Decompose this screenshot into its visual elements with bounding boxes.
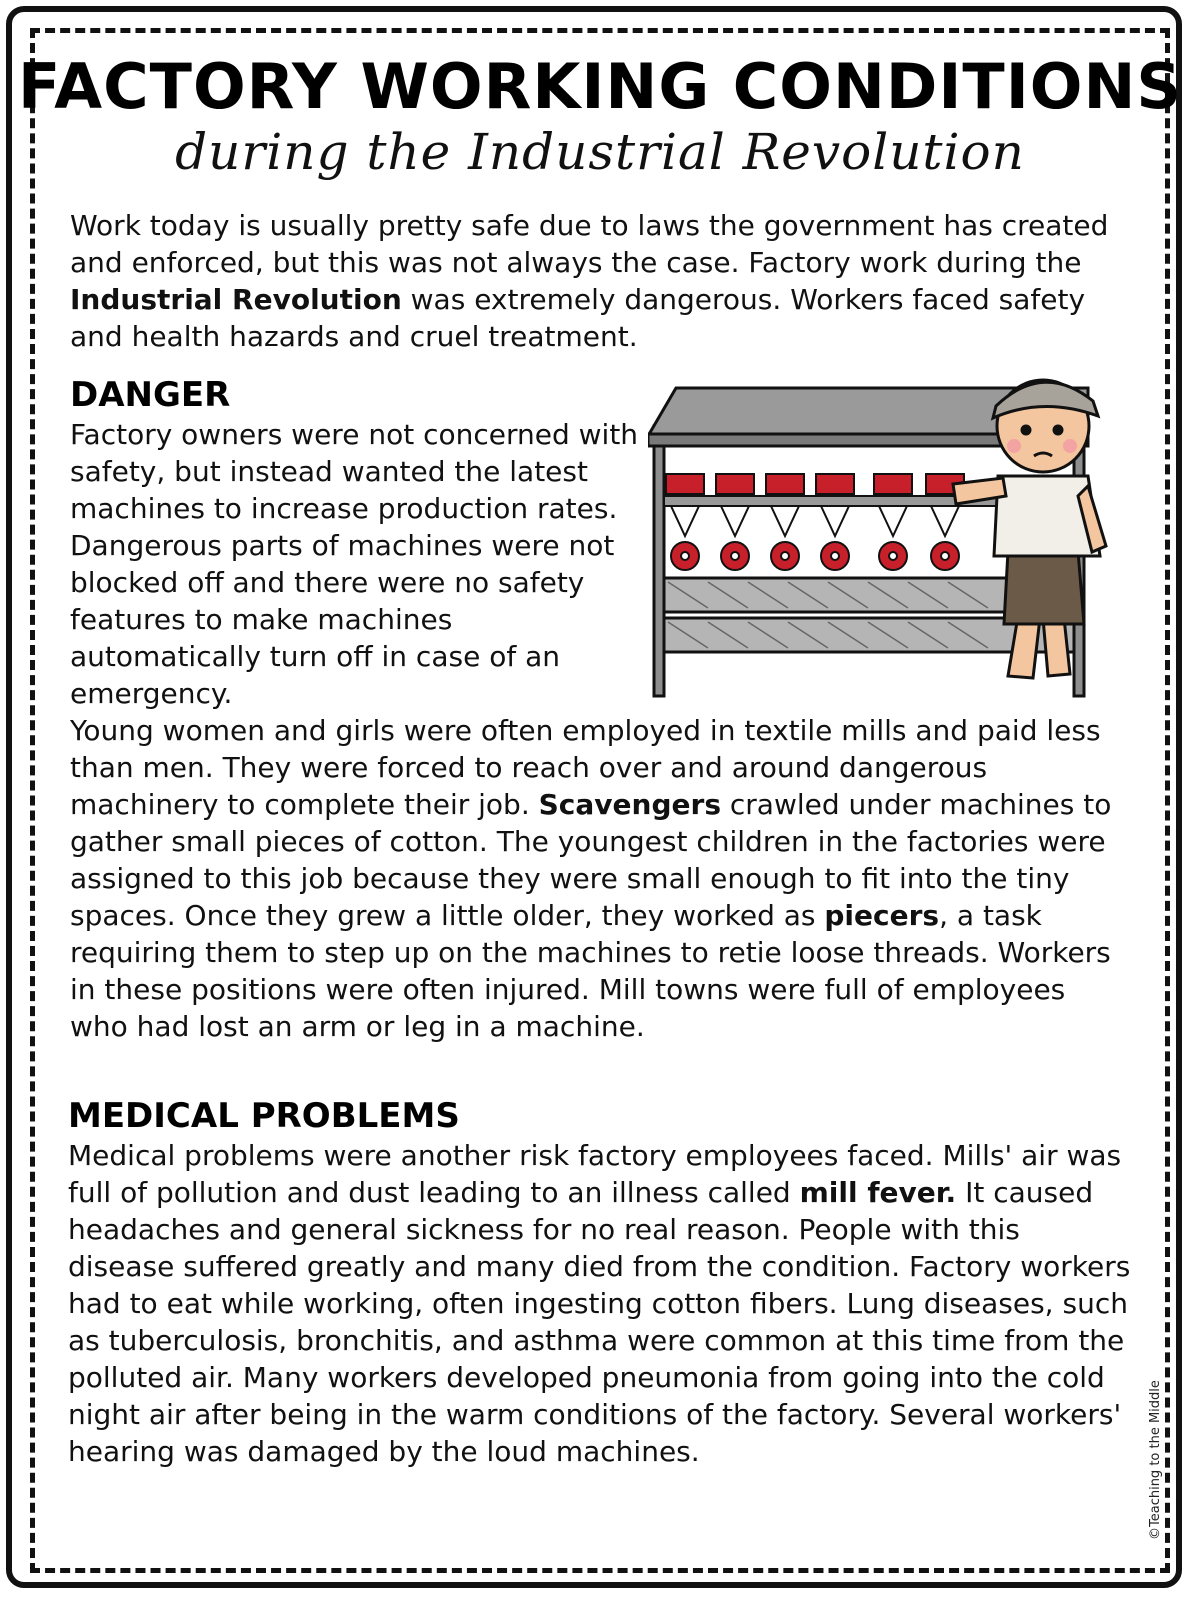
spindle-unit — [666, 474, 704, 570]
danger-heading: DANGER — [70, 375, 231, 415]
intro-text-after: was extremely dangerous. Workers faced safety and health hazards and cruel treatment. — [70, 283, 1086, 353]
term-scavengers: Scavengers — [538, 788, 721, 821]
spindle-unit — [766, 474, 804, 570]
medical-paragraph — [68, 1137, 1133, 1470]
spindle-unit — [716, 474, 754, 570]
term-piecers: piecers — [824, 899, 940, 932]
danger-text-1: Young women and girls were often employed in textile mills and paid less than men. They were forced to reach over and around dangerous machinery to complete their job. — [70, 714, 1101, 821]
term-mill-fever: mill fever. — [799, 1176, 957, 1209]
page-subtitle: during the Industrial Revolution — [175, 123, 1025, 181]
danger-paragraph-2 — [70, 712, 1130, 1045]
boy-shorts — [1004, 551, 1084, 624]
copyright-credit: ©Teaching to the Middle — [1148, 1380, 1163, 1540]
boy-cheek — [1007, 439, 1021, 453]
term-industrial-revolution: Industrial Revolution — [70, 283, 402, 316]
boy-eye-right — [1054, 426, 1062, 434]
spindle-unit — [874, 474, 912, 570]
boy-eye-left — [1022, 426, 1030, 434]
medical-heading: MEDICAL PROBLEMS — [68, 1096, 460, 1136]
intro-paragraph — [70, 207, 1120, 355]
spindle-row — [666, 474, 964, 570]
intro-text-before: Work today is usually pretty safe due to laws the government has created and enforced, but this was not always the case. Factory work during the — [70, 209, 1109, 279]
medical-text-after: It caused headaches and general sickness for no real reason. People with this disease suffered greatly and many died from the condition. Factory workers had to eat while working, often ingesting cotton fibers. Lung diseases, such as tuberculosis, bronchitis, and asthma were common at this time from the polluted air. Many workers developed pneumonia from going into the cold night air after being in the warm conditions of the factory. Several workers' hearing was damaged by the loud machines. — [68, 1176, 1131, 1468]
machine-post-left — [654, 426, 664, 696]
boy-cheek — [1063, 439, 1077, 453]
spinning-machine-illustration — [648, 356, 1118, 701]
danger-paragraph-1: Factory owners were not concerned with safety, but instead wanted the latest machines to increase production rates. Dangerous parts of machines were not blocked off and there were no safety features to make machines automatically turn off in case of an emergency. — [70, 418, 639, 710]
danger-text-3: , a task requiring them to step up on the machines to retie loose threads. Workers in these positions were often injured. Mill towns were full of employees who had lost an arm or leg in a machine. — [70, 899, 1111, 1043]
page-title: FACTORY WORKING CONDITIONS — [17, 50, 1183, 123]
spindle-unit — [816, 474, 854, 570]
medical-text-before: Medical problems were another risk factory employees faced. Mills' air was full of pollution and dust leading to an illness called — [68, 1139, 1122, 1209]
danger-text-2: crawled under machines to gather small pieces of cotton. The youngest children in the factories were assigned to this job because they were small enough to fit into the tiny spaces. Once they grew a little older, they worked as — [70, 788, 1112, 932]
